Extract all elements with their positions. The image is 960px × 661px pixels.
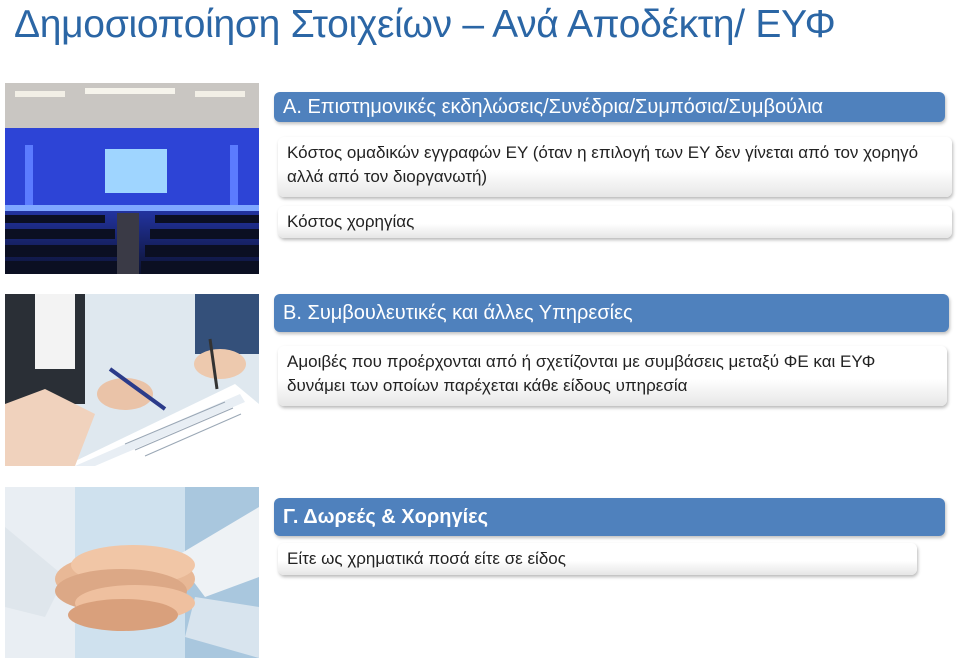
section-b-item-fees: Αμοιβές που προέρχονται από ή σχετίζονται με συμβάσεις μεταξύ ΦΕ και ΕΥΦ δυνάμει των οποίων παρέχεται κάθε είδους υπηρεσία — [278, 346, 947, 406]
section-b-heading: Β. Συμβουλευτικές και άλλες Υπηρεσίες — [274, 294, 949, 332]
section-c-heading: Γ. Δωρεές & Χορηγίες — [274, 498, 945, 536]
section-a-item-sponsorship: Κόστος χορηγίας — [278, 206, 952, 238]
section-a-item-group-registration: Κόστος ομαδικών εγγραφών ΕΥ (όταν η επιλογή των ΕΥ δεν γίνεται από τον χορηγό αλλά από τον διοργανωτή) — [278, 137, 952, 197]
conference-hall-photo — [5, 83, 259, 274]
slide-title: Δημοσιοποίηση Στοιχείων – Ανά Αποδέκτη/ ΕΥΦ — [14, 3, 836, 46]
stacked-hands-photo — [5, 487, 259, 658]
section-a-heading: Α. Επιστημονικές εκδηλώσεις/Συνέδρια/Συμπόσια/Συμβούλια — [274, 92, 945, 122]
section-c-item-donations: Είτε ως χρηματικά ποσά είτε σε είδος — [278, 543, 917, 575]
business-documents-photo — [5, 294, 259, 466]
